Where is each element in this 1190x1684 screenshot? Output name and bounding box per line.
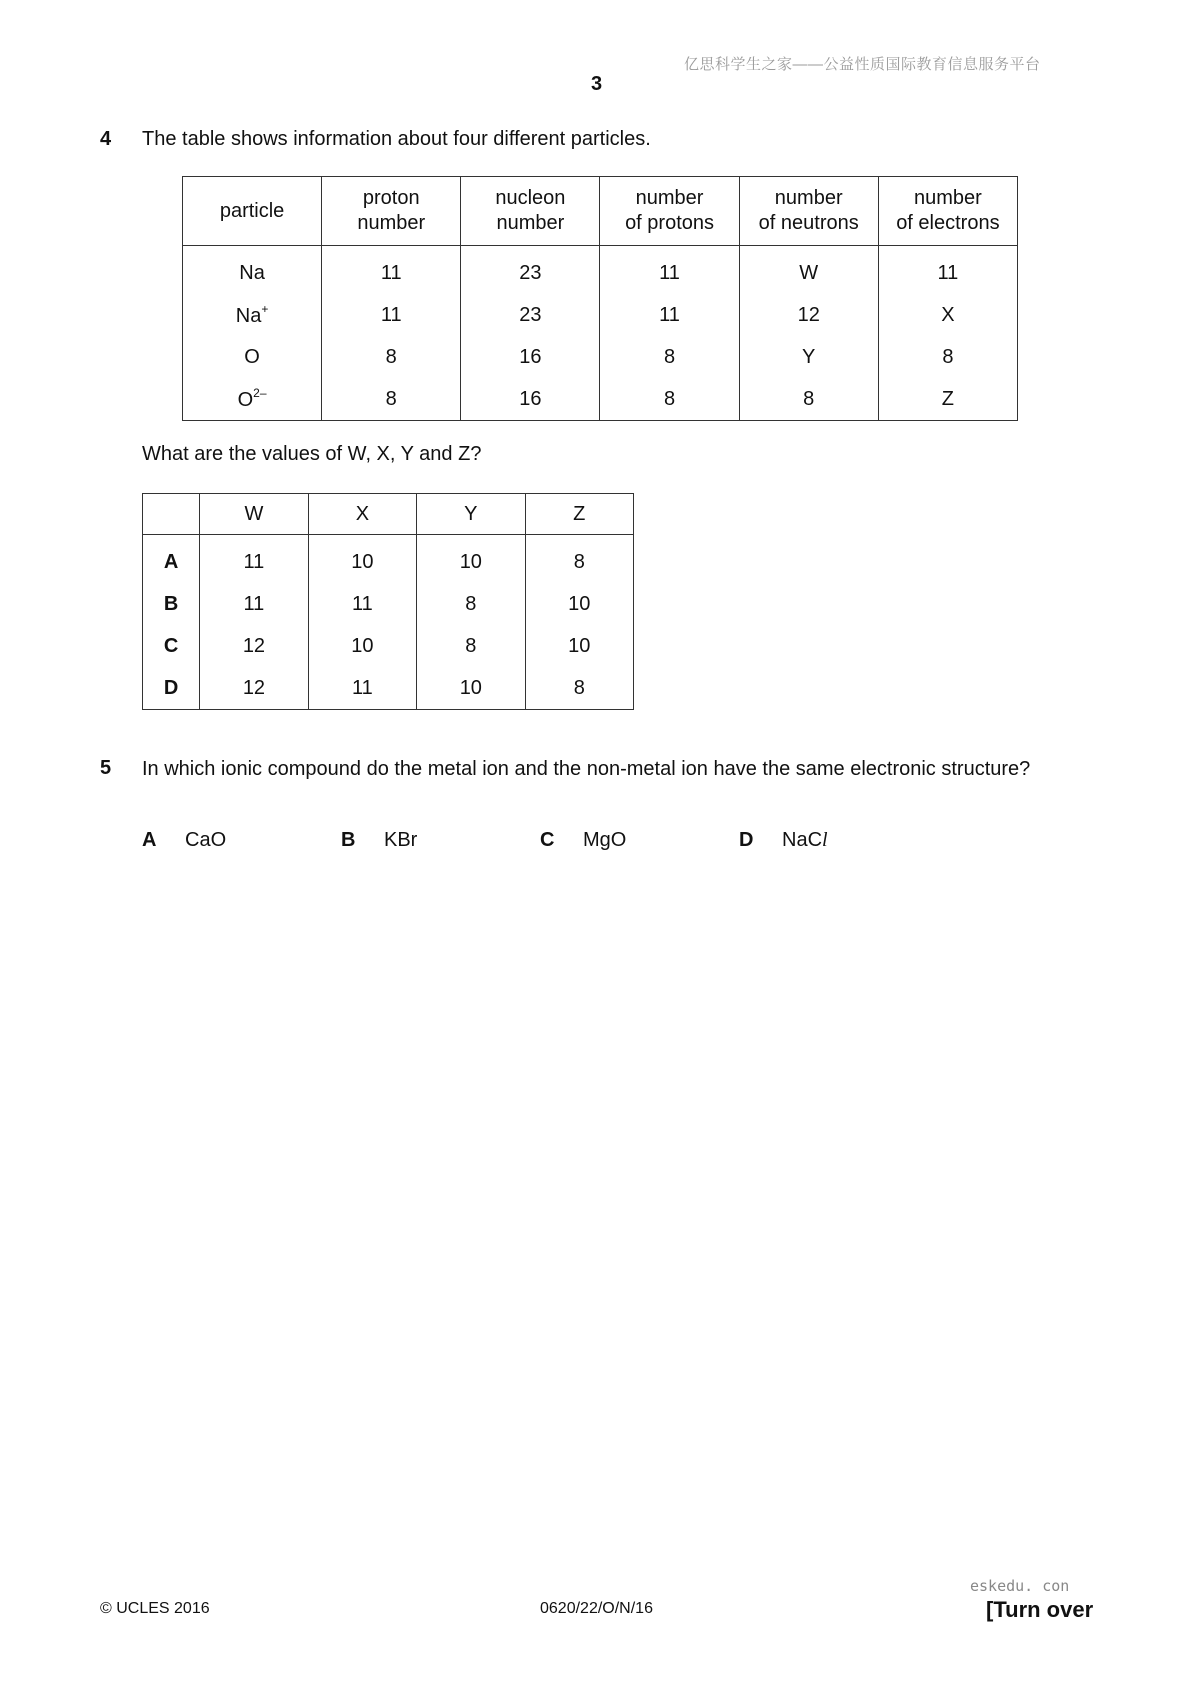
option-text: MgO (583, 829, 627, 851)
table-cell: 8 (600, 378, 739, 421)
charge-superscript: + (261, 302, 269, 316)
table-cell: 12 (200, 625, 308, 667)
header-number-of-neutrons: number of neutrons (739, 177, 878, 246)
option-letter: D (739, 829, 754, 851)
answer-row-c[interactable] (143, 625, 634, 667)
question-5-number: 5 (100, 757, 112, 779)
table-cell: 12 (739, 294, 878, 336)
table-cell: 10 (417, 535, 525, 584)
option-letter: A (143, 535, 200, 584)
option-c[interactable] (540, 829, 626, 852)
header-watermark: 亿思科学生之家——公益性质国际教育信息服务平台 (684, 56, 1041, 73)
table-cell: 11 (322, 246, 461, 295)
table-row (183, 378, 1018, 421)
table-cell: 11 (322, 294, 461, 336)
question-4-number: 4 (100, 128, 112, 150)
answer-row-d[interactable] (143, 667, 634, 710)
table-row (183, 336, 1018, 378)
table-cell: Y (739, 336, 878, 378)
particle-cell: Na+ (183, 294, 322, 336)
option-letter: C (143, 625, 200, 667)
header-z: Z (525, 494, 633, 535)
table-cell: 23 (461, 294, 600, 336)
table-cell: 8 (878, 336, 1017, 378)
header-w: W (200, 494, 308, 535)
table-cell: 8 (600, 336, 739, 378)
table-cell: 23 (461, 246, 600, 295)
footer-code: 0620/22/O/N/16 (540, 1600, 653, 1617)
table-cell: 8 (417, 583, 525, 625)
option-text: NaC (782, 829, 823, 851)
particle-cell: O (183, 336, 322, 378)
option-text-italic: l (822, 829, 828, 851)
answer-table-header (143, 494, 634, 535)
table-cell: 16 (461, 336, 600, 378)
table-cell: 11 (600, 246, 739, 295)
table-cell: Z (878, 378, 1017, 421)
table-cell: 11 (308, 667, 416, 710)
header-nucleon-number: nucleon number (461, 177, 600, 246)
footer-copyright: © UCLES 2016 (100, 1600, 210, 1617)
option-letter: B (341, 829, 356, 851)
particle-cell: Na (183, 246, 322, 295)
footer-site: eskedu. con (970, 1577, 1070, 1595)
table-cell: 8 (417, 625, 525, 667)
table-cell: 8 (739, 378, 878, 421)
question-5-text: In which ionic compound do the metal ion and the non-metal ion have the same electronic structure? (142, 758, 1031, 780)
table-cell: 11 (878, 246, 1017, 295)
option-letter: A (142, 829, 157, 851)
table-row (183, 294, 1018, 336)
particle-table-header (183, 177, 1018, 246)
option-letter: B (143, 583, 200, 625)
table-cell: 10 (525, 583, 633, 625)
table-cell: 8 (322, 378, 461, 421)
table-cell: 8 (322, 336, 461, 378)
header-number-of-protons: number of protons (600, 177, 739, 246)
answer-row-b[interactable] (143, 583, 634, 625)
table-cell: 8 (525, 535, 633, 584)
header-particle: particle (183, 177, 322, 246)
option-text: CaO (185, 829, 227, 851)
particle-cell: $O^{2-}$ (183, 378, 322, 421)
option-d[interactable] (739, 829, 828, 852)
table-cell: 11 (200, 535, 308, 584)
option-b[interactable] (341, 829, 417, 852)
table-cell: 11 (308, 583, 416, 625)
question-4-text: The table shows information about four different particles. (142, 128, 651, 150)
header-number-of-electrons: number of electrons (878, 177, 1017, 246)
table-cell: 11 (200, 583, 308, 625)
table-cell: 10 (417, 667, 525, 710)
table-cell: 12 (200, 667, 308, 710)
answer-table (142, 493, 634, 710)
particle-table (182, 176, 1018, 421)
table-row (183, 246, 1018, 295)
table-cell: 16 (461, 378, 600, 421)
header-y: Y (417, 494, 525, 535)
charge-superscript: 2– (253, 386, 267, 400)
option-letter: D (143, 667, 200, 710)
page-number: 3 (591, 73, 603, 95)
table-cell: 11 (600, 294, 739, 336)
header-blank (143, 494, 200, 535)
answer-row-a[interactable] (143, 535, 634, 584)
table-cell: 10 (308, 535, 416, 584)
table-cell: W (739, 246, 878, 295)
table-cell: X (878, 294, 1017, 336)
table-cell: 8 (525, 667, 633, 710)
option-text: KBr (384, 829, 418, 851)
option-a[interactable] (142, 829, 226, 852)
header-x: X (308, 494, 416, 535)
turn-over: [Turn over (986, 1597, 1094, 1622)
table-cell: 10 (525, 625, 633, 667)
header-proton-number: proton number (322, 177, 461, 246)
question-4-prompt: What are the values of W, X, Y and Z? (142, 443, 482, 465)
table-cell: 10 (308, 625, 416, 667)
option-letter: C (540, 829, 555, 851)
